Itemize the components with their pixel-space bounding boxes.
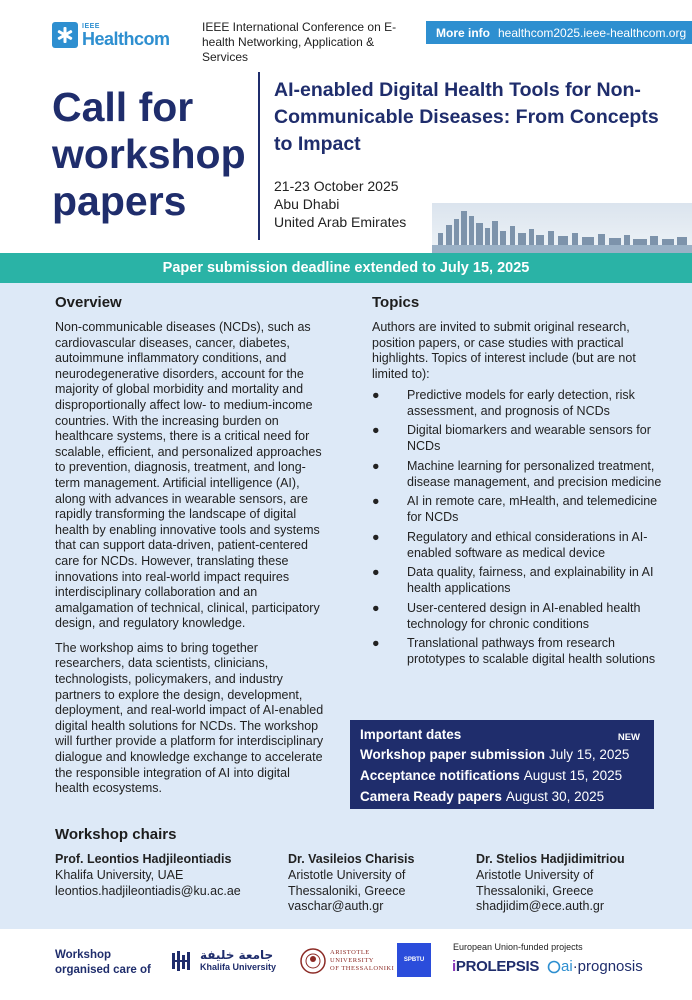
khalifa-university-logo [170,949,276,973]
call-for-papers-title: Call for workshop papers [52,84,246,224]
chair-name: Prof. Leontios Hadjileontiadis [55,852,232,866]
chair-affiliation: Aristotle University of Thessaloniki, Greece [476,867,594,898]
more-info-label: More info [436,25,490,40]
prolepsis-i: i [452,958,456,975]
bullet-icon: ● [372,423,380,438]
topics-intro: Authors are invited to submit original research, position papers, or case studies with practical highlights. Topics of interest include (but are not limited to): [372,320,636,381]
prolepsis-logo [452,958,539,975]
aristotle-line1: ARISTOTLE [330,949,370,956]
topic-item [372,565,662,596]
overview-heading: Overview [55,294,122,311]
aristotle-line2: UNIVERSITY [330,957,374,964]
overview-text [55,320,325,797]
deadline-banner: Paper submission deadline extended to July 15, 2025 [0,253,692,283]
date-value: August 15, 2025 [523,768,623,783]
abu-dhabi-skyline-image [432,203,692,253]
workshop-title: AI-enabled Digital Health Tools for Non-Communicable Diseases: From Concepts to Impact [274,79,659,155]
organised-label: Workshop organised care of [55,949,151,976]
topic-item [372,423,662,454]
spbtu-logo: SPBTU [397,943,431,977]
footer [0,929,692,1000]
bullet-icon: ● [372,494,380,509]
chair-affiliation: Khalifa University, UAE [55,867,184,882]
bullet-icon: ● [372,600,380,615]
logo-ieee: IEEE [82,22,100,30]
bullet-icon: ● [372,388,380,402]
date-row [360,744,644,765]
content-panel [0,283,692,929]
topic-text: Translational pathways from research prototypes to scalable digital health solutions [407,636,656,666]
important-dates-heading: Important dates [360,727,462,742]
event-country: United Arab Emirates [274,214,407,230]
new-badge: NEW [617,732,640,743]
ai-prognosis-text: ·prognosis [572,958,643,975]
bullet-icon: ● [372,529,380,544]
event-date: 21-23 October 2025 [274,178,399,194]
more-info-bar[interactable] [426,21,692,44]
logo-name: Healthcom [82,28,170,49]
khalifa-arabic-name: جامعة خليفة [200,948,274,963]
date-label: Workshop paper submission [360,747,546,762]
topics-list [372,388,662,672]
ai-prognosis-circle-icon [547,960,561,974]
date-row [360,786,644,807]
topic-text: Machine learning for personalized treatment, disease management, and precision medicine [407,458,662,489]
date-label: Acceptance notifications [360,768,520,783]
topic-item [372,530,662,561]
topic-text: Predictive models for early detection, risk assessment, and prognosis of NCDs [407,388,635,418]
topic-text: User-centered design in AI-enabled health technology for chronic conditions [407,600,641,631]
overview-paragraph: The workshop aims to bring together researchers, data scientists, clinicians, technologists, policymakers, and industry partners to explore the design, development, deployment, and real-world impact of AI-enabled digital health solutions for NCDs. The workshop will further provide a platform for interdisciplinary dialogue and knowledge exchange to accelerate the responsible integration of AI into digital health ecosystems. [55,640,324,796]
topic-item [372,459,662,490]
eu-funded-label: European Union-funded projects [453,942,583,952]
chair-name: Dr. Vasileios Charisis [288,852,415,866]
bullet-icon: ● [372,636,380,651]
event-city: Abu Dhabi [274,196,340,212]
ai-prognosis-logo [547,958,643,975]
topic-text: Digital biomarkers and wearable sensors for NCDs [407,423,651,454]
prolepsis-text: PROLEPSIS [455,958,540,975]
healthcom-logo [52,22,170,48]
more-info-link[interactable]: healthcom2025.ieee-healthcom.org [498,25,687,40]
date-value: July 15, 2025 [549,747,630,762]
bullet-icon: ● [372,565,380,580]
bullet-icon: ● [372,458,380,473]
khalifa-emblem-icon [170,949,194,973]
date-row [360,765,644,786]
topic-item [372,601,662,632]
chair-card [55,852,275,899]
topic-item [372,636,662,667]
aristotle-seal-icon [300,948,326,974]
chairs-heading: Workshop chairs [55,826,177,843]
khalifa-english-name: Khalifa University [200,961,277,972]
aristotle-line3: OF THESSALONIKI [330,965,395,972]
aristotle-university-logo [300,948,394,974]
chair-card [288,852,448,915]
topic-item [372,494,662,525]
topic-text: Regulatory and ethical considerations in AI-enabled software as medical device [407,529,648,560]
topic-text: Data quality, fairness, and explainability in AI health applications [407,565,654,596]
date-label: Camera Ready papers [360,789,502,804]
overview-paragraph: Non-communicable diseases (NCDs), such as cardiovascular diseases, cancer, diabetes, autoimmune inflammatory conditions, and neurodegenerative disorders, account for the majority of global morbidity and mortality and disproportionally affect low- to medium-income countries. With the increasing burden on healthcare systems, there is a critical need for scalable, efficient, and personalized approaches to prevention, diagnosis, treatment, and long-term management. Artificial intelligence (AI), along with advances in wearable sensors, are rapidly transforming the landscape of digital health by enabling innovative tools and systems that can support data-driven, patient-centered care for NCDs. However, translating these innovations into real-world impact requires interdisciplinary collaboration and an amalgamation of technical, clinical, participatory design, and regulatory knowledge. [55,320,322,631]
topic-item [372,388,662,419]
chair-affiliation: Aristotle University of Thessaloniki, Greece [288,867,406,898]
chair-card [476,852,646,915]
topic-text: AI in remote care, mHealth, and telemedicine for NCDs [407,494,658,525]
important-dates-box [350,720,654,809]
ai-prognosis-ai: ai [561,958,573,975]
chair-email[interactable]: shadjidim@ece.auth.gr [476,899,605,914]
divider [258,72,260,240]
conference-name: IEEE International Conference on E-health Networking, Application & Services [202,20,397,64]
event-info [274,177,406,231]
topics-heading: Topics [372,294,420,311]
chair-name: Dr. Stelios Hadjidimitriou [476,852,625,866]
chair-email[interactable]: leontios.hadjileontiadis@ku.ac.ae [55,883,241,898]
date-value: August 30, 2025 [505,789,605,804]
healthcom-star-icon [52,22,78,48]
chair-email[interactable]: vaschar@auth.gr [288,899,384,914]
